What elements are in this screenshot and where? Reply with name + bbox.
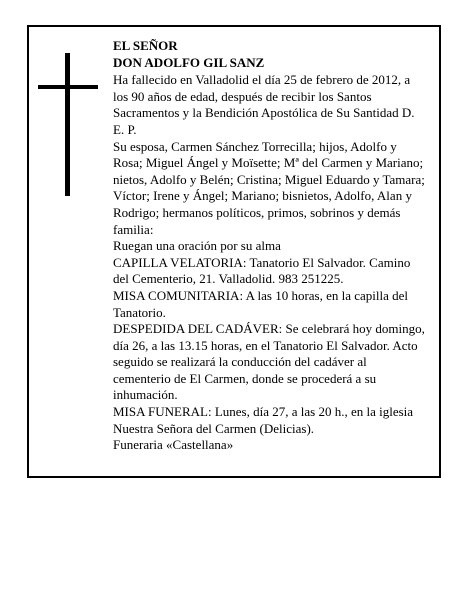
deceased-title: EL SEÑOR bbox=[113, 38, 178, 53]
family-list: Su esposa, Carmen Sánchez Torrecilla; hijos, Adolfo y Rosa; Miguel Ángel y Moïsette; Mª del Carmen y Mariano; nietos, Adolfo y Belén; Cristina; Miguel Eduardo y Tamara; Víctor; Irene y Ángel; Mariano; bisnietos, Adolfo, Alan y Rodrigo; hermanos políticos, primos, sobrinos y demás familia: bbox=[113, 138, 425, 237]
latin-cross-icon bbox=[38, 53, 98, 196]
prayer-request: Ruegan una oración por su alma bbox=[113, 238, 281, 254]
cross-horizontal-bar bbox=[38, 85, 98, 89]
deceased-name: DON ADOLFO GIL SANZ bbox=[113, 54, 265, 70]
cross-vertical-bar bbox=[65, 53, 70, 196]
community-mass-info: MISA COMUNITARIA: A las 10 horas, en la capilla del Tanatorio. bbox=[113, 287, 409, 320]
funeral-mass-info: MISA FUNERAL: Lunes, día 27, a las 20 h., en la iglesia Nuestra Señora del Carmen (Delicias). bbox=[113, 404, 414, 436]
death-announcement: Ha fallecido en Valladolid el día 25 de febrero de 2012, a los 90 años de edad, después de recibir los Santos Sacramentos y la Bendición Apostólica de Su Santidad D. E. P. bbox=[113, 72, 415, 137]
obituary-text bbox=[113, 38, 425, 454]
chapel-info: CAPILLA VELATORIA: Tanatorio El Salvador. Camino del Cementerio, 21. Valladolid. 983 251225. bbox=[113, 254, 411, 287]
funeral-home: Funeraria «Castellana» bbox=[113, 437, 234, 453]
farewell-info: DESPEDIDA DEL CADÁVER: Se celebrará hoy domingo, día 26, a las 13.15 horas, en el Tanatorio El Salvador. Acto seguido se realizará la conducción del cadáver al cementerio de El Carmen, donde se procederá a su inhumación. bbox=[113, 321, 425, 403]
